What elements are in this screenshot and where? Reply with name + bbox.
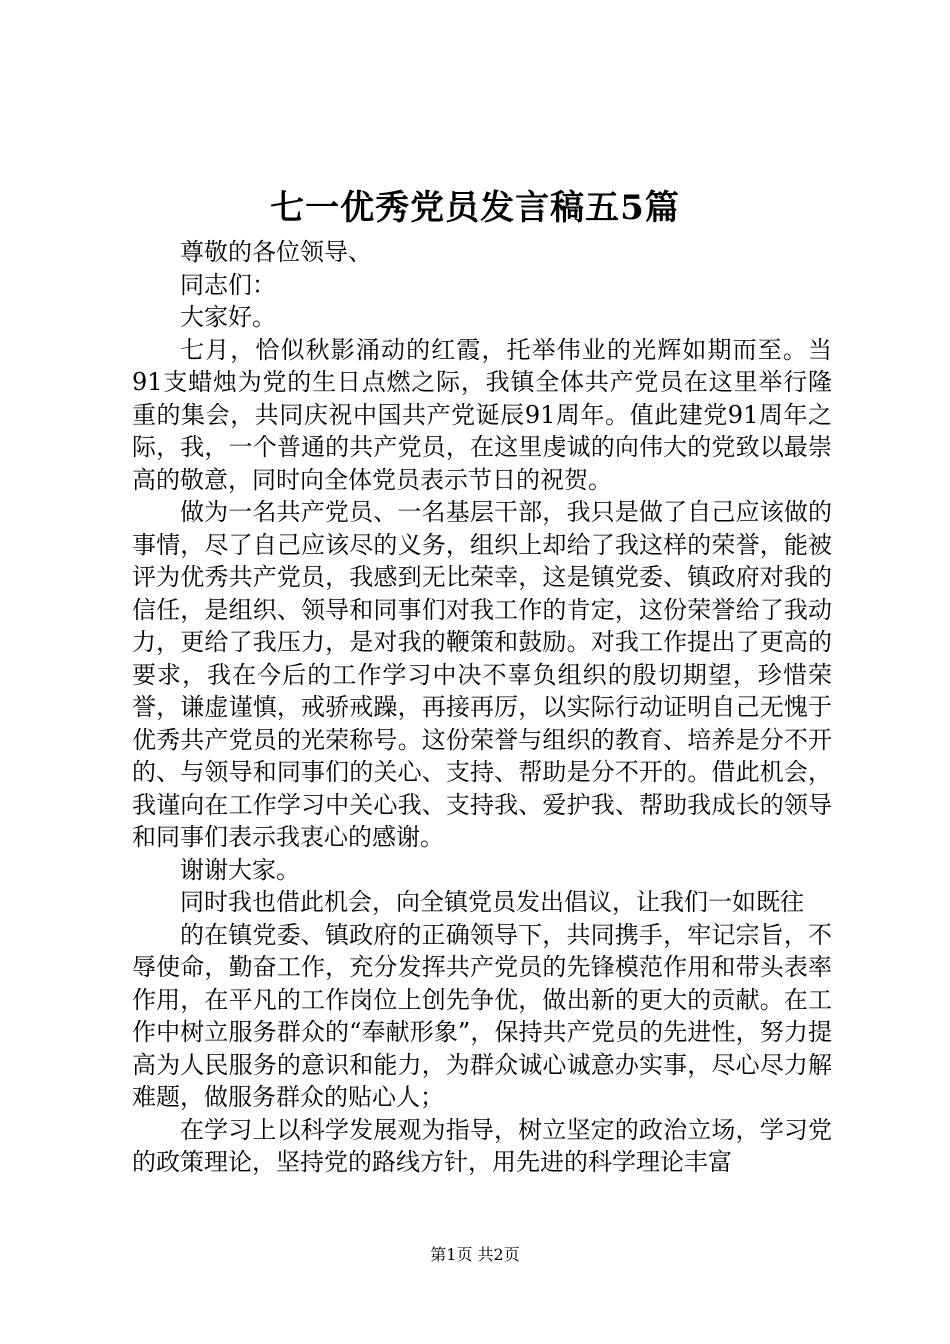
salutation-comrades: 同志们： [180,270,276,299]
page-number-footer: 第1页 共2页 [430,1245,520,1264]
document-title: 七一优秀党员发言稿五5篇 [270,188,680,228]
paragraph-july: 七月，恰似秋影涌动的红霞，托举伟业的光辉如期而至。当91支蜡烛为党的生日点燃之际，我镇全体共产党员在这里举行隆重的集会，共同庆祝中国共产党诞辰91周年。值此建党91周年之际，我，一个普通的共产党员，在这里虔诚的向伟大的党致以最崇高的敬意，同时向全体党员表示节日的祝贺。 [132,335,832,494]
paragraph-initiative: 同时我也借此机会，向全镇党员发出倡议，让我们一如既往 [180,888,804,916]
paragraph-thanks: 谢谢大家。 [180,855,300,884]
document-body [132,236,832,1179]
paragraph-party-member: 做为一名共产党员、一名基层干部，我只是做了自己应该做的事情，尽了自己应该尽的义务，组织上却给了我这样的荣誉，能被评为优秀共产党员，我感到无比荣幸，这是镇党委、镇政府对我的信任，是组织、领导和同事们对我工作的肯定，这份荣誉给了我动力，更给了我压力，是对我的鞭策和鼓励。对我工作提出了更高的要求，我在今后的工作学习中决不辜负组织的殷切期望，珍惜荣誉，谦虚谨慎，戒骄戒躁，再接再厉，以实际行动证明自己无愧于优秀共产党员的光荣称号。这份荣誉与组织的教育、培养是分不开的、与领导和同事们的关心、支持、帮助是分不开的。借此机会，我谨向在工作学习中关心我、支持我、爱护我、帮助我成长的领导和同事们表示我衷心的感谢。 [132,498,832,851]
paragraph-leadership: 的在镇党委、镇政府的正确领导下，共同携手，牢记宗旨，不辱使命，勤奋工作，充分发挥共产党员的先锋模范作用和带头表率作用，在平凡的工作岗位上创先争优，做出新的更大的贡献。在工作中树立服务群众的“奉献形象”，保持共产党员的先进性，努力提高为人民服务的意识和能力，为群众诚心诚意办实事，尽心尽力解难题，做服务群众的贴心人； [132,920,832,1111]
greeting: 大家好。 [180,303,276,331]
paragraph-study: 在学习上以科学发展观为指导，树立坚定的政治立场，学习党的政策理论，坚持党的路线方针，用先进的科学理论丰富 [132,1115,832,1176]
salutation-leaders: 尊敬的各位领导、 [180,238,372,266]
